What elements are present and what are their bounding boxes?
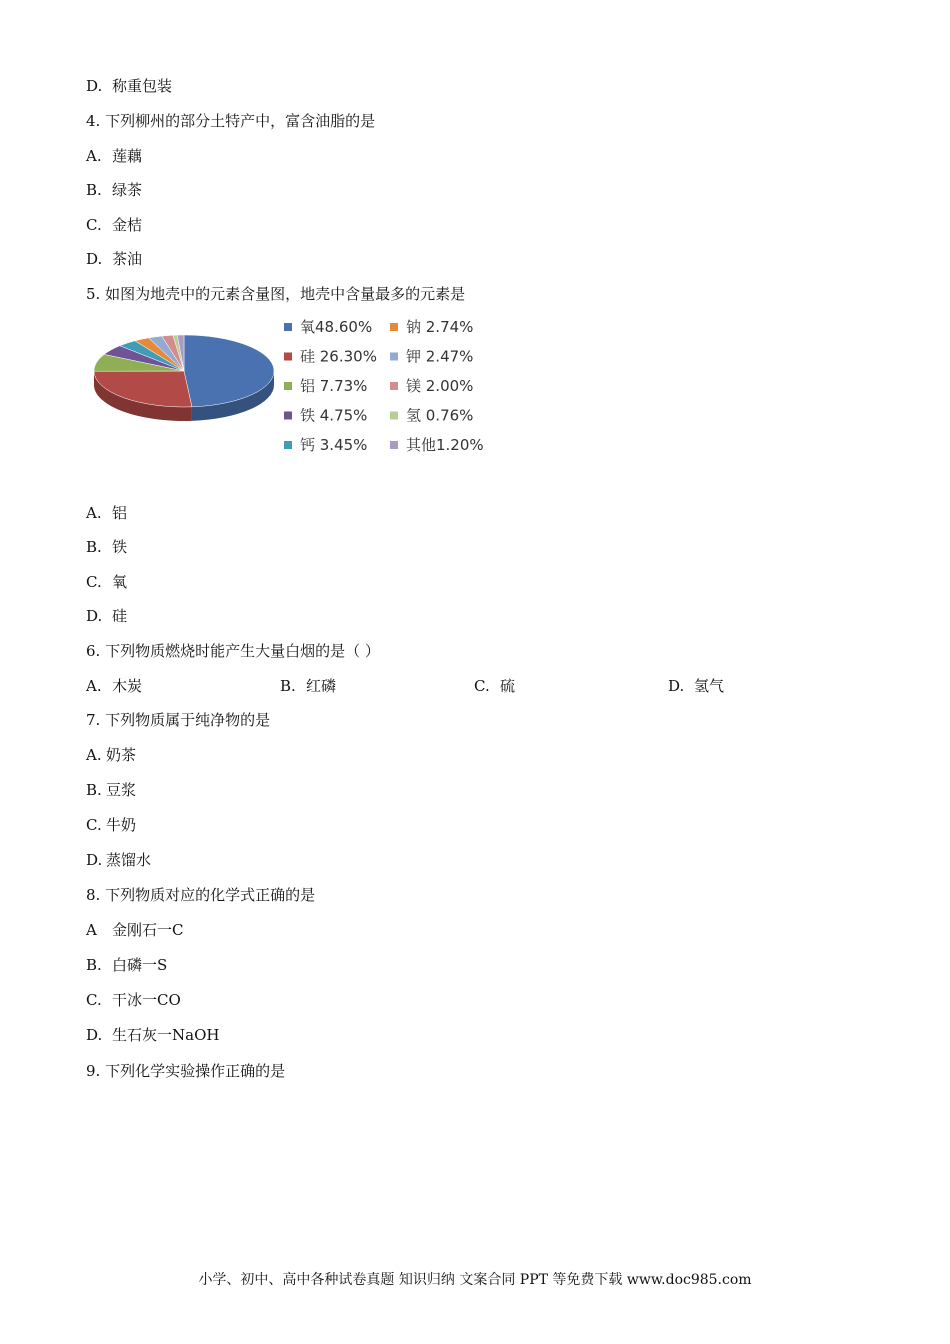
q5-option-d	[86, 606, 127, 626]
q6-option-d	[668, 676, 724, 696]
legend-label-镁: 镁 2.00%	[406, 377, 474, 395]
option-label: A.	[86, 504, 102, 522]
option-text: 金桔	[112, 216, 143, 234]
q7-option-b	[86, 780, 136, 800]
legend-label-钙: 钙 3.45%	[300, 436, 368, 454]
option-text: 红磷	[306, 677, 337, 695]
legend-swatch-铝	[284, 382, 292, 390]
option-label: C.	[474, 677, 490, 695]
option-label: D.	[86, 1026, 103, 1044]
q7-option-a	[86, 745, 136, 765]
legend-label-氧: 氧48.60%	[300, 318, 373, 336]
option-label: D.	[86, 607, 103, 625]
q6-question: 6. 下列物质燃烧时能产生大量白烟的是（ ）	[86, 642, 380, 660]
option-text: 硅	[112, 607, 128, 625]
legend-label-硅: 硅 26.30%	[300, 347, 377, 366]
option-label: B.	[86, 781, 102, 799]
option-label: B.	[86, 181, 102, 199]
option-label: D.	[86, 250, 103, 268]
legend-label-其他: 其他1.20%	[406, 436, 484, 454]
option-text: 牛奶	[106, 816, 137, 834]
q5-option-a	[86, 503, 127, 523]
option-label: A	[86, 921, 97, 939]
legend-label-钾: 钾 2.47%	[406, 347, 474, 366]
legend-swatch-铁	[284, 412, 292, 420]
q8-option-a	[86, 920, 183, 940]
option-text: 茶油	[112, 250, 143, 268]
q7-option-c	[86, 815, 136, 835]
option-label: C.	[86, 573, 102, 591]
legend-label-铝: 铝 7.73%	[300, 377, 368, 395]
option-text: 硫	[500, 677, 516, 695]
option-label: B.	[280, 677, 296, 695]
legend-swatch-氢	[390, 412, 398, 420]
legend-swatch-钾	[390, 353, 398, 361]
option-label: C.	[86, 816, 102, 834]
option-text: 干冰一CO	[112, 991, 181, 1009]
q6-option-b	[280, 676, 336, 696]
q6-option-a	[86, 676, 142, 696]
option-text: 豆浆	[106, 781, 137, 799]
legend-swatch-镁	[390, 382, 398, 390]
legend-swatch-硅	[284, 353, 292, 361]
option-label: D.	[86, 77, 103, 95]
q5-option-b	[86, 537, 127, 557]
option-text: 木炭	[112, 677, 143, 695]
q7-question: 7. 下列物质属于纯净物的是	[86, 711, 271, 729]
option-label: C.	[86, 216, 102, 234]
option-text: 绿茶	[112, 181, 143, 199]
q5-question: 5. 如图为地壳中的元素含量图，地壳中含量最多的元素是	[86, 285, 466, 303]
option-label: A.	[86, 147, 102, 165]
q4-option-d	[86, 249, 142, 269]
option-text: 铁	[112, 538, 128, 556]
option-label: D.	[668, 677, 685, 695]
legend-swatch-钠	[390, 323, 398, 331]
q8-option-d	[86, 1025, 219, 1045]
option-text: 氢气	[694, 677, 725, 695]
option-label: B.	[86, 538, 102, 556]
option-text: 莲藕	[112, 147, 143, 165]
option-label: A.	[86, 677, 102, 695]
legend-swatch-其他	[390, 441, 398, 449]
pie-slices	[94, 335, 274, 407]
option-text: 蒸馏水	[106, 851, 152, 869]
q8-question: 8. 下列物质对应的化学式正确的是	[86, 886, 316, 904]
q9-question: 9. 下列化学实验操作正确的是	[86, 1062, 286, 1080]
crust-element-pie-chart	[86, 316, 506, 466]
option-label: C.	[86, 991, 102, 1009]
option-label: A.	[86, 746, 102, 764]
option-label: B.	[86, 956, 102, 974]
q4-option-c	[86, 215, 142, 235]
option-text: 铝	[112, 504, 128, 522]
q4-question: 4. 下列柳州的部分土特产中，富含油脂的是	[86, 112, 376, 130]
q6-option-c	[474, 676, 515, 696]
option-text: 氧	[112, 573, 128, 591]
legend-label-氢: 氢 0.76%	[406, 406, 474, 425]
option-text: 白磷一S	[112, 956, 168, 974]
q6-options-row	[0, 676, 950, 696]
q4-option-a	[86, 146, 142, 166]
q7-option-d	[86, 850, 151, 870]
option-label: D.	[86, 851, 103, 869]
q8-option-c	[86, 990, 181, 1010]
legend-label-铁: 铁 4.75%	[300, 406, 368, 425]
legend-swatch-氧	[284, 323, 292, 331]
legend-swatch-钙	[284, 441, 292, 449]
legend-label-钠: 钠 2.74%	[406, 318, 474, 336]
option-text: 金刚石一C	[112, 921, 184, 939]
option-text: 生石灰一NaOH	[112, 1026, 220, 1044]
option-text: 称重包装	[112, 77, 173, 95]
q4-option-b	[86, 180, 142, 200]
page-footer: 小学、初中、高中各种试卷真题 知识归纳 文案合同 PPT 等免费下载 www.doc985.com	[198, 1272, 752, 1288]
option-text: 奶茶	[106, 746, 137, 764]
q8-option-b	[86, 955, 167, 975]
q5-option-c	[86, 572, 127, 592]
chart-legend	[284, 318, 484, 454]
q3-option-d	[86, 76, 172, 96]
